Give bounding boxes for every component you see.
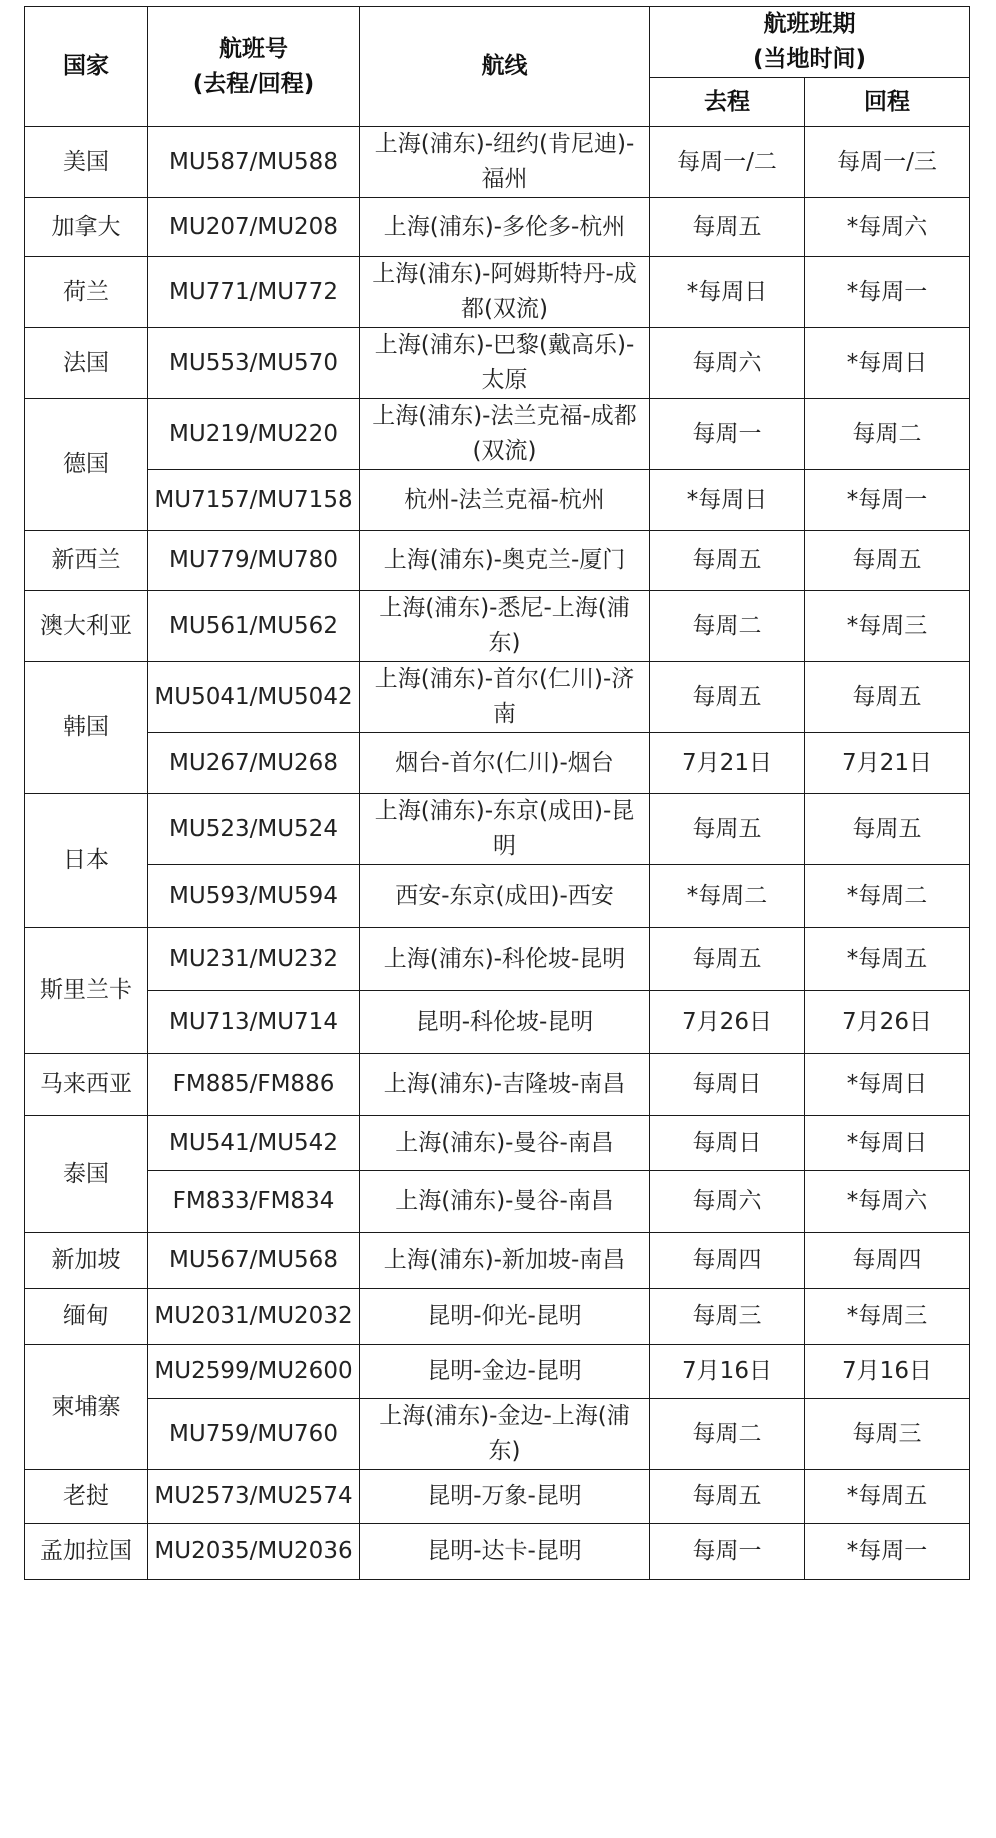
- outbound-schedule-cell: 每周日: [650, 1054, 805, 1116]
- route-cell: 上海(浦东)-法兰克福-成都(双流): [360, 399, 650, 470]
- outbound-schedule-cell: 每周一: [650, 1524, 805, 1580]
- table-row: [25, 794, 970, 865]
- table-row: [25, 470, 970, 531]
- outbound-schedule-cell: 每周二: [650, 591, 805, 662]
- table-row: [25, 328, 970, 399]
- return-schedule-cell: 7月26日: [805, 991, 970, 1054]
- return-schedule-cell: *每周一: [805, 1524, 970, 1580]
- route-cell: 上海(浦东)-纽约(肯尼迪)-福州: [360, 127, 650, 198]
- header-row: [25, 7, 970, 78]
- outbound-schedule-cell: 每周五: [650, 662, 805, 733]
- flight-number-cell: MU523/MU524: [148, 794, 360, 865]
- outbound-schedule-cell: *每周日: [650, 257, 805, 328]
- route-cell: 上海(浦东)-悉尼-上海(浦东): [360, 591, 650, 662]
- outbound-schedule-cell: 每周五: [650, 1470, 805, 1524]
- header-schedule-line2: (当地时间): [752, 46, 867, 72]
- outbound-schedule-cell: 每周五: [650, 531, 805, 591]
- flight-number-cell: MU541/MU542: [148, 1116, 360, 1171]
- flight-number-cell: MU593/MU594: [148, 865, 360, 928]
- country-cell: 柬埔寨: [25, 1345, 148, 1470]
- return-schedule-cell: *每周日: [805, 1116, 970, 1171]
- return-schedule-cell: 7月16日: [805, 1345, 970, 1399]
- header-outbound: 去程: [650, 78, 805, 127]
- flight-number-cell: MU561/MU562: [148, 591, 360, 662]
- flight-number-cell: MU713/MU714: [148, 991, 360, 1054]
- flight-number-cell: FM833/FM834: [148, 1171, 360, 1233]
- table-row: [25, 399, 970, 470]
- country-cell: 孟加拉国: [25, 1524, 148, 1580]
- return-schedule-cell: *每周三: [805, 591, 970, 662]
- country-cell: 马来西亚: [25, 1054, 148, 1116]
- table-row: [25, 662, 970, 733]
- outbound-schedule-cell: 每周一/二: [650, 127, 805, 198]
- flight-number-cell: MU759/MU760: [148, 1399, 360, 1470]
- outbound-schedule-cell: 每周五: [650, 198, 805, 257]
- outbound-schedule-cell: 每周六: [650, 328, 805, 399]
- return-schedule-cell: 每周五: [805, 531, 970, 591]
- flight-number-cell: MU207/MU208: [148, 198, 360, 257]
- outbound-schedule-cell: 每周一: [650, 399, 805, 470]
- outbound-schedule-cell: 7月26日: [650, 991, 805, 1054]
- country-cell: 韩国: [25, 662, 148, 794]
- flight-number-cell: MU2035/MU2036: [148, 1524, 360, 1580]
- table-row: [25, 1399, 970, 1470]
- country-cell: 缅甸: [25, 1289, 148, 1345]
- flight-number-cell: MU553/MU570: [148, 328, 360, 399]
- table-row: [25, 1289, 970, 1345]
- return-schedule-cell: 7月21日: [805, 733, 970, 794]
- route-cell: 西安-东京(成田)-西安: [360, 865, 650, 928]
- country-cell: 老挝: [25, 1470, 148, 1524]
- return-schedule-cell: *每周三: [805, 1289, 970, 1345]
- return-schedule-cell: *每周一: [805, 257, 970, 328]
- header-route: 航线: [360, 7, 650, 127]
- country-cell: 日本: [25, 794, 148, 928]
- country-cell: 新西兰: [25, 531, 148, 591]
- outbound-schedule-cell: 7月16日: [650, 1345, 805, 1399]
- table-row: [25, 733, 970, 794]
- country-cell: 新加坡: [25, 1233, 148, 1289]
- outbound-schedule-cell: 每周六: [650, 1171, 805, 1233]
- route-cell: 上海(浦东)-巴黎(戴高乐)-太原: [360, 328, 650, 399]
- country-cell: 美国: [25, 127, 148, 198]
- outbound-schedule-cell: 每周四: [650, 1233, 805, 1289]
- flight-number-cell: MU2031/MU2032: [148, 1289, 360, 1345]
- route-cell: 上海(浦东)-科伦坡-昆明: [360, 928, 650, 991]
- route-cell: 上海(浦东)-曼谷-南昌: [360, 1116, 650, 1171]
- return-schedule-cell: 每周四: [805, 1233, 970, 1289]
- table-row: [25, 198, 970, 257]
- flight-number-cell: MU587/MU588: [148, 127, 360, 198]
- header-flight-number-line1: 航班号: [219, 35, 288, 62]
- table-row: [25, 1470, 970, 1524]
- flight-number-cell: MU219/MU220: [148, 399, 360, 470]
- route-cell: 上海(浦东)-多伦多-杭州: [360, 198, 650, 257]
- return-schedule-cell: *每周二: [805, 865, 970, 928]
- country-cell: 荷兰: [25, 257, 148, 328]
- flight-number-cell: MU231/MU232: [148, 928, 360, 991]
- route-cell: 上海(浦东)-新加坡-南昌: [360, 1233, 650, 1289]
- flight-number-cell: MU5041/MU5042: [148, 662, 360, 733]
- flight-number-cell: MU567/MU568: [148, 1233, 360, 1289]
- route-cell: 上海(浦东)-阿姆斯特丹-成都(双流): [360, 257, 650, 328]
- return-schedule-cell: *每周五: [805, 928, 970, 991]
- route-cell: 昆明-金边-昆明: [360, 1345, 650, 1399]
- table-header: [25, 7, 970, 127]
- return-schedule-cell: *每周日: [805, 328, 970, 399]
- table-row: [25, 1171, 970, 1233]
- table-row: [25, 1524, 970, 1580]
- return-schedule-cell: 每周三: [805, 1399, 970, 1470]
- outbound-schedule-cell: 每周五: [650, 794, 805, 865]
- return-schedule-cell: 每周一/三: [805, 127, 970, 198]
- return-schedule-cell: *每周一: [805, 470, 970, 531]
- outbound-schedule-cell: 7月21日: [650, 733, 805, 794]
- table-row: [25, 1345, 970, 1399]
- return-schedule-cell: *每周五: [805, 1470, 970, 1524]
- country-cell: 斯里兰卡: [25, 928, 148, 1054]
- outbound-schedule-cell: 每周五: [650, 928, 805, 991]
- header-schedule-line1: 航班班期: [763, 11, 856, 37]
- table-row: [25, 257, 970, 328]
- table-row: [25, 127, 970, 198]
- return-schedule-cell: 每周五: [805, 662, 970, 733]
- outbound-schedule-cell: *每周二: [650, 865, 805, 928]
- header-country: 国家: [25, 7, 148, 127]
- route-cell: 昆明-仰光-昆明: [360, 1289, 650, 1345]
- country-cell: 泰国: [25, 1116, 148, 1233]
- header-flight-number: [148, 7, 360, 127]
- route-cell: 烟台-首尔(仁川)-烟台: [360, 733, 650, 794]
- route-cell: 上海(浦东)-曼谷-南昌: [360, 1171, 650, 1233]
- header-flight-number-line2: (去程/回程): [192, 70, 315, 97]
- flight-number-cell: MU2573/MU2574: [148, 1470, 360, 1524]
- table-row: [25, 1054, 970, 1116]
- table-row: [25, 865, 970, 928]
- table-row: [25, 1233, 970, 1289]
- header-return: 回程: [805, 78, 970, 127]
- return-schedule-cell: *每周日: [805, 1054, 970, 1116]
- table-row: [25, 531, 970, 591]
- route-cell: 上海(浦东)-首尔(仁川)-济南: [360, 662, 650, 733]
- return-schedule-cell: 每周二: [805, 399, 970, 470]
- table-body: [25, 127, 970, 1580]
- table-row: [25, 928, 970, 991]
- header-schedule: [650, 7, 970, 78]
- return-schedule-cell: *每周六: [805, 198, 970, 257]
- route-cell: 杭州-法兰克福-杭州: [360, 470, 650, 531]
- country-cell: 加拿大: [25, 198, 148, 257]
- table-row: [25, 1116, 970, 1171]
- flight-schedule-table: [24, 6, 970, 1580]
- return-schedule-cell: 每周五: [805, 794, 970, 865]
- route-cell: 昆明-达卡-昆明: [360, 1524, 650, 1580]
- outbound-schedule-cell: 每周三: [650, 1289, 805, 1345]
- flight-number-cell: MU771/MU772: [148, 257, 360, 328]
- route-cell: 昆明-万象-昆明: [360, 1470, 650, 1524]
- country-cell: 法国: [25, 328, 148, 399]
- return-schedule-cell: *每周六: [805, 1171, 970, 1233]
- flight-number-cell: MU267/MU268: [148, 733, 360, 794]
- flight-number-cell: FM885/FM886: [148, 1054, 360, 1116]
- table-row: [25, 591, 970, 662]
- table-row: [25, 991, 970, 1054]
- flight-number-cell: MU779/MU780: [148, 531, 360, 591]
- outbound-schedule-cell: *每周日: [650, 470, 805, 531]
- route-cell: 上海(浦东)-东京(成田)-昆明: [360, 794, 650, 865]
- route-cell: 昆明-科伦坡-昆明: [360, 991, 650, 1054]
- country-cell: 德国: [25, 399, 148, 531]
- outbound-schedule-cell: 每周二: [650, 1399, 805, 1470]
- route-cell: 上海(浦东)-金边-上海(浦东): [360, 1399, 650, 1470]
- route-cell: 上海(浦东)-吉隆坡-南昌: [360, 1054, 650, 1116]
- flight-number-cell: MU7157/MU7158: [148, 470, 360, 531]
- outbound-schedule-cell: 每周日: [650, 1116, 805, 1171]
- route-cell: 上海(浦东)-奥克兰-厦门: [360, 531, 650, 591]
- flight-number-cell: MU2599/MU2600: [148, 1345, 360, 1399]
- country-cell: 澳大利亚: [25, 591, 148, 662]
